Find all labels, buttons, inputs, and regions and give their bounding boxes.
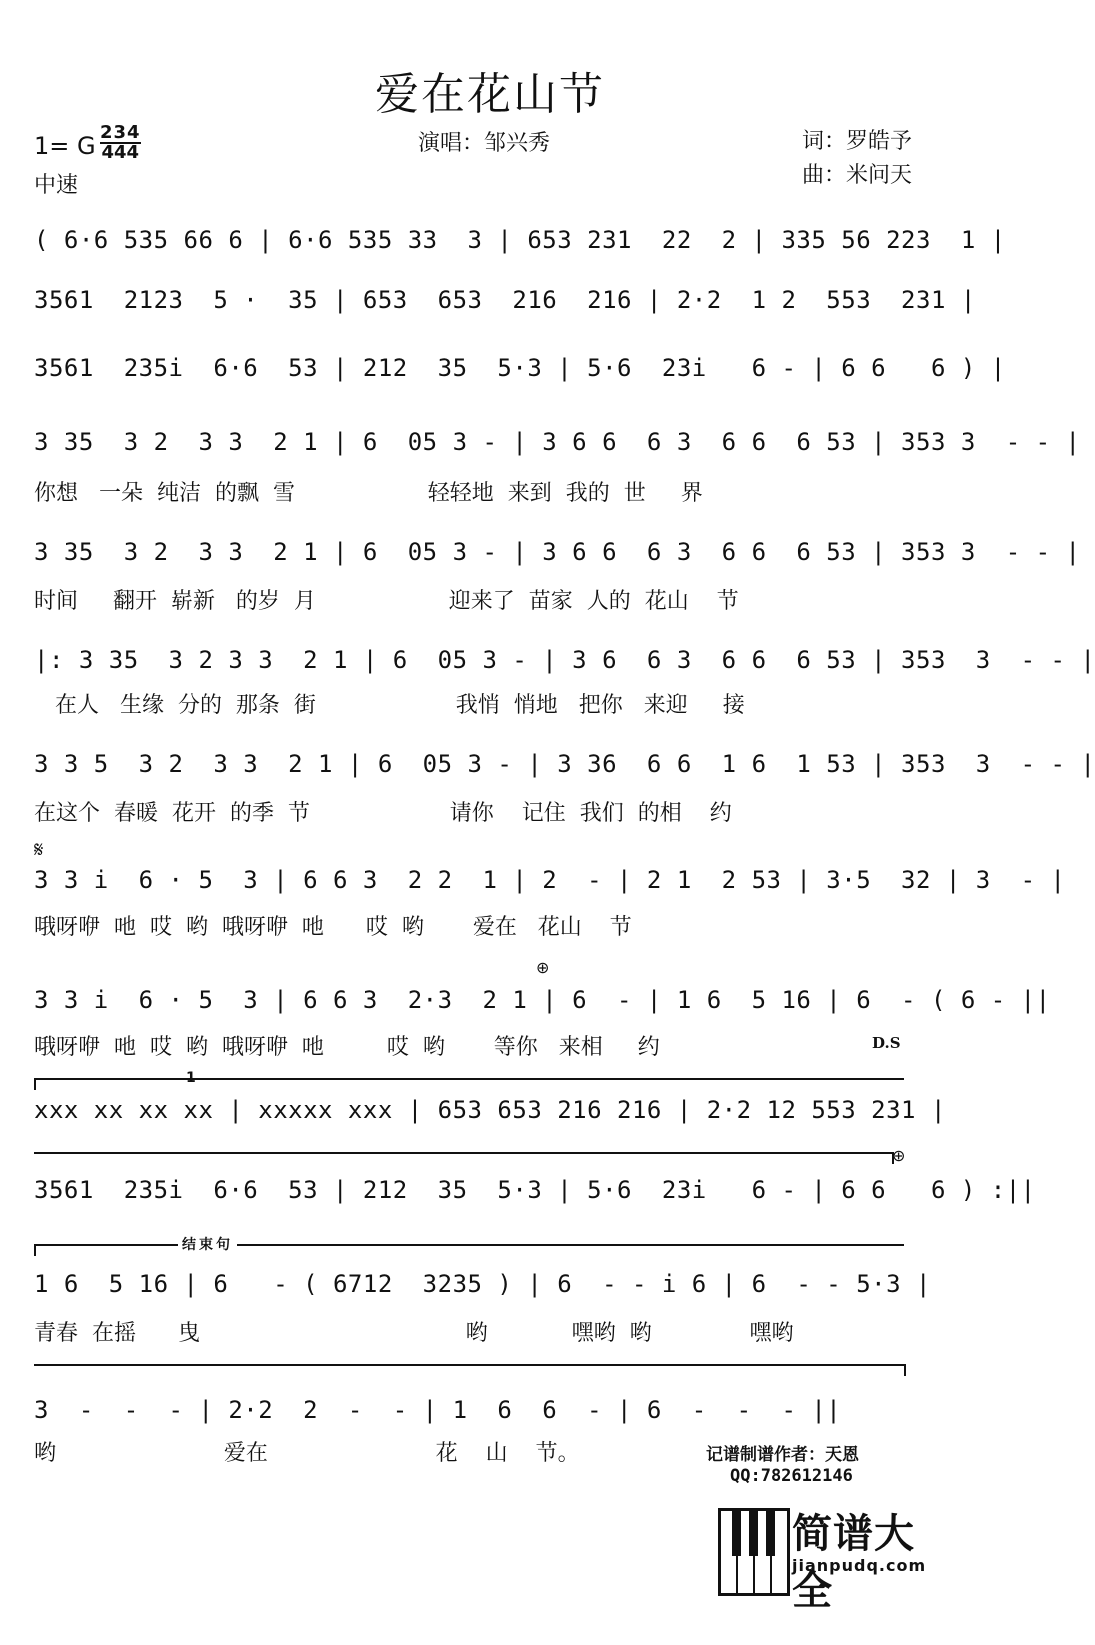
logo-text: 简谱大全 xyxy=(792,1511,915,1614)
ending-bracket xyxy=(34,1244,904,1246)
notation-line-12: 1 6 5 16 | 6 - ( 6712 3235 ) | 6 - - i 6 | 6 - - 5·3 | xyxy=(34,1270,931,1298)
notation-line-4: 3 35 3 2 3 3 2 1 | 6 05 3 - | 3 6 6 6 3 6 6 6 53 | 353 3 - - | xyxy=(34,428,1081,456)
lyrics-line-6: 在人 生缘 分的 那条 街 我悄 悄地 把你 来迎 接 xyxy=(34,693,745,718)
meter-bottom: 444 xyxy=(101,142,140,163)
notation-line-3: 3561 235i 6·6 53 | 212 35 5·3 | 5·6 23i 6 - | 6 6 6 ) | xyxy=(34,354,1006,382)
coda-icon: ⊕ xyxy=(536,958,550,977)
composer: 曲：米问天 xyxy=(802,163,913,188)
dal-segno-mark: D.S xyxy=(872,1034,901,1052)
coda-icon: ⊕ xyxy=(892,1146,906,1165)
segno-icon: 𝄋 xyxy=(34,838,44,863)
transcriber-credit: 记谱制谱作者：天恩 xyxy=(706,1445,859,1465)
meter-top: 234 xyxy=(100,122,141,143)
site-logo xyxy=(718,1500,948,1640)
notation-line-2: 3561 2123 5 · 35 | 653 653 216 216 | 2·2 1 2 553 231 | xyxy=(34,286,976,314)
notation-line-7: 3 3 5 3 2 3 3 2 1 | 6 05 3 - | 3 36 6 6 1 6 1 53 | 353 3 - - | xyxy=(34,750,1095,778)
notation-line-6: |: 3 35 3 2 3 3 2 1 | 6 05 3 - | 3 6 6 3 6 6 6 53 | 353 3 - - | xyxy=(34,646,1095,674)
key-signature: 1= G xyxy=(34,132,96,160)
time-signature xyxy=(100,124,141,162)
notation-line-13: 3 - - - | 2·2 2 - - | 1 6 6 - | 6 - - - || xyxy=(34,1396,842,1424)
volta-1-label: 1 xyxy=(186,1070,196,1086)
volta-1-divider xyxy=(34,1152,892,1154)
lyricist: 词：罗皓予 xyxy=(802,129,913,154)
lyrics-line-5: 时间 翻开 崭新 的岁 月 迎来了 苗家 人的 花山 节 xyxy=(34,589,739,614)
lyrics-line-8: 哦呀咿 吔 哎 哟 哦呀咿 吔 哎 哟 爱在 花山 节 xyxy=(34,915,632,940)
transcriber-qq: QQ:782612146 xyxy=(730,1466,853,1486)
notation-line-10: xxx xx xx xx | xxxxx xxx | 653 653 216 216 | 2·2 12 553 231 | xyxy=(34,1096,946,1124)
lyrics-line-12: 青春 在摇 曳 哟 嘿哟 哟 嘿哟 xyxy=(34,1321,794,1346)
lyrics-line-13: 哟 爱在 花 山 节。 xyxy=(34,1441,580,1466)
tempo: 中速 xyxy=(34,173,79,198)
volta-1-bracket xyxy=(34,1078,904,1080)
notation-line-11: 3561 235i 6·6 53 | 212 35 5·3 | 5·6 23i 6 - | 6 6 6 ) :|| xyxy=(34,1176,1036,1204)
notation-line-9: 3 3 i 6 · 5 3 | 6 6 3 2·3 2 1 | 6 - | 1 6 5 16 | 6 - ( 6 - || xyxy=(34,986,1051,1014)
singer: 演唱：邹兴秀 xyxy=(418,131,551,156)
lyrics-line-9: 哦呀咿 吔 哎 哟 哦呀咿 吔 哎 哟 等你 来相 约 xyxy=(34,1035,660,1060)
notation-line-5: 3 35 3 2 3 3 2 1 | 6 05 3 - | 3 6 6 6 3 6 6 6 53 | 353 3 - - | xyxy=(34,538,1081,566)
notation-line-1: ( 6·6 535 66 6 | 6·6 535 33 3 | 653 231 22 2 | 335 56 223 1 | xyxy=(34,226,1006,254)
ending-divider xyxy=(34,1364,904,1366)
notation-line-8: 3 3 i 6 · 5 3 | 6 6 3 2 2 1 | 2 - | 2 1 2 53 | 3·5 32 | 3 - | xyxy=(34,866,1066,894)
page-title: 爱在花山节 xyxy=(375,69,605,120)
ending-end-tick xyxy=(904,1364,906,1376)
ending-label: 结束句 xyxy=(178,1234,237,1254)
ending-start-tick xyxy=(34,1244,36,1256)
lyrics-line-4: 你想 一朵 纯洁 的飘 雪 轻轻地 来到 我的 世 界 xyxy=(34,481,703,506)
logo-url: jianpudq.com xyxy=(792,1556,927,1575)
lyrics-line-7: 在这个 春暖 花开 的季 节 请你 记住 我们 的相 约 xyxy=(34,801,732,826)
volta-1-start-tick xyxy=(34,1078,36,1090)
